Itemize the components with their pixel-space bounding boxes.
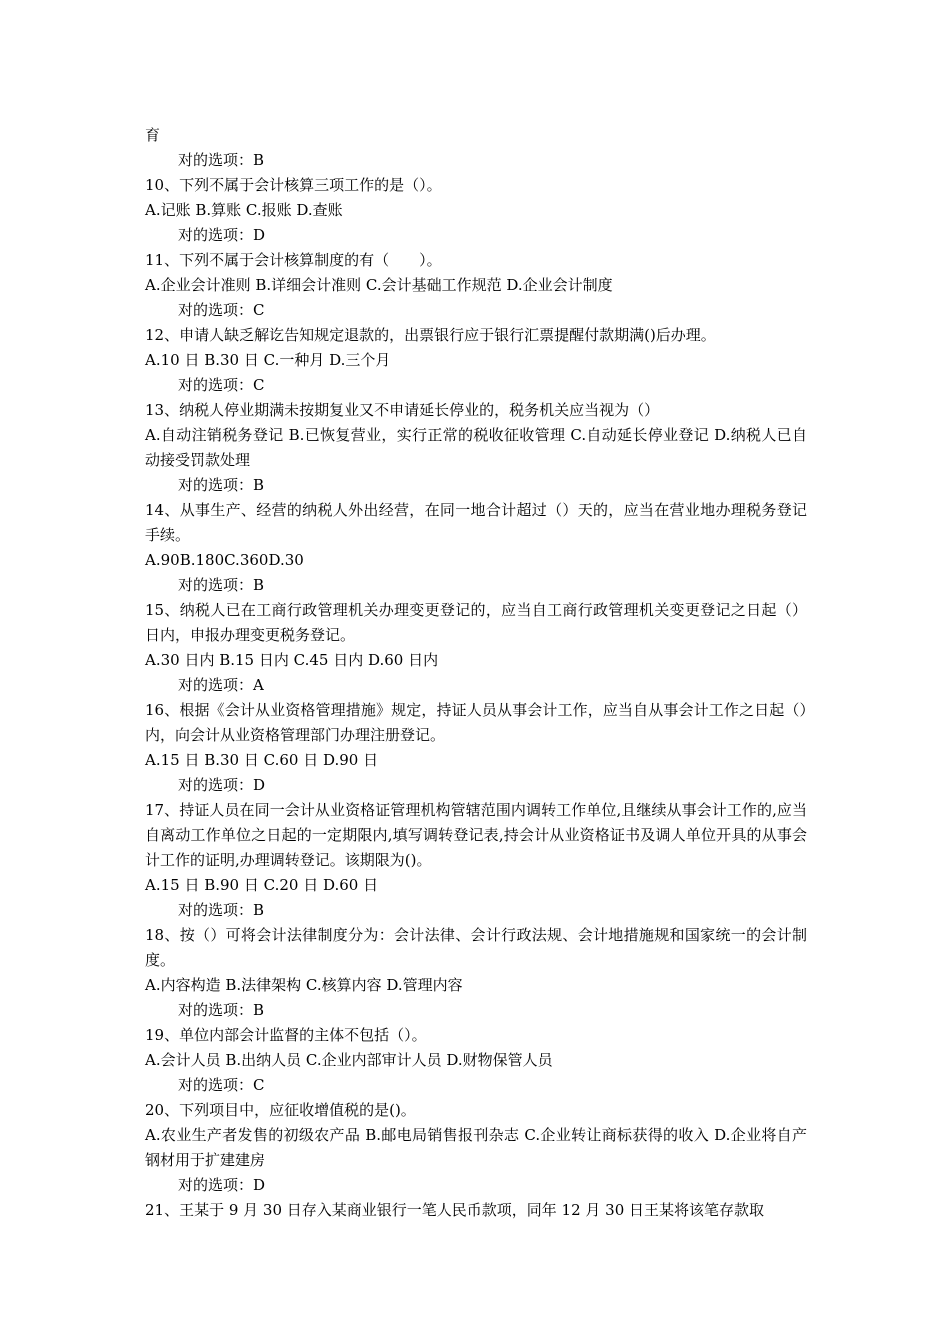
document-body <box>145 123 807 1223</box>
question-text: A.记账 B.算账 C.报账 D.查账 <box>145 201 343 219</box>
question-text: 11、下列不属于会计核算制度的有（ ）。 <box>145 251 442 269</box>
question-text: 14、从事生产、经营的纳税人外出经营，在同一地合计超过（）天的，应当在营业地办理税务登记手续。 <box>145 501 807 544</box>
answer-line: 对的选项：B <box>178 476 265 494</box>
answer-line: 对的选项：D <box>178 226 266 244</box>
question-text: A.15 日 B.90 日 C.20 日 D.60 日 <box>145 876 379 894</box>
answer-line: 对的选项：A <box>178 676 264 694</box>
question-text: A.30 日内 B.15 日内 C.45 日内 D.60 日内 <box>145 651 439 669</box>
answer-line: 对的选项：D <box>178 776 266 794</box>
question-text: 育 <box>145 126 161 144</box>
answer-line: 对的选项：D <box>178 1176 266 1194</box>
question-text: A.15 日 B.30 日 C.60 日 D.90 日 <box>145 751 379 769</box>
question-text: 16、根据《会计从业资格管理措施》规定，持证人员从事会计工作，应当自从事会计工作之日起（）内，向会计从业资格管理部门办理注册登记。 <box>145 701 807 744</box>
question-text: 10、下列不属于会计核算三项工作的是（）。 <box>145 176 442 194</box>
answer-line: 对的选项：B <box>178 901 265 919</box>
question-text: A.10 日 B.30 日 C.一种月 D.三个月 <box>145 351 391 369</box>
question-text: A.企业会计准则 B.详细会计准则 C.会计基础工作规范 D.企业会计制度 <box>145 276 613 294</box>
question-text: 21、王某于 9 月 30 日存入某商业银行一笔人民币款项，同年 12 月 30 日王某将该笔存款取 <box>145 1201 765 1219</box>
question-text: 13、纳税人停业期满未按期复业又不申请延长停业的，税务机关应当视为（） <box>145 401 660 419</box>
question-text: A.农业生产者发售的初级农产品 B.邮电局销售报刊杂志 C.企业转让商标获得的收入 D.企业将自产钢材用于扩建建房 <box>145 1126 807 1169</box>
question-text: A.90B.180C.360D.30 <box>145 551 304 569</box>
question-text: A.内容构造 B.法律架构 C.核算内容 D.管理内容 <box>145 976 463 994</box>
answer-line: 对的选项：B <box>178 151 265 169</box>
question-text: 20、下列项目中，应征收增值税的是()。 <box>145 1101 416 1119</box>
answer-line: 对的选项：B <box>178 576 265 594</box>
answer-line: 对的选项：C <box>178 1076 265 1094</box>
question-text: 12、申请人缺乏解讫告知规定退款的，出票银行应于银行汇票提醒付款期满()后办理。 <box>145 326 716 344</box>
answer-line: 对的选项：B <box>178 1001 265 1019</box>
question-text: A.自动注销税务登记 B.已恢复营业，实行正常的税收征收管理 C.自动延长停业登记 D.纳税人已自动接受罚款处理 <box>145 426 807 469</box>
answer-line: 对的选项：C <box>178 376 265 394</box>
answer-line: 对的选项：C <box>178 301 265 319</box>
question-text: 18、按（）可将会计法律制度分为：会计法律、会计行政法规、会计地措施规和国家统一的会计制度。 <box>145 926 807 969</box>
question-text: 17、持证人员在同一会计从业资格证管理机构管辖范围内调转工作单位,且继续从事会计工作的,应当自离动工作单位之日起的一定期限内,填写调转登记表,持会计从业资格证书及调人单位开具的从事会计工作的证明,办理调转登记。该期限为()。 <box>145 801 807 869</box>
question-text: A.会计人员 B.出纳人员 C.企业内部审计人员 D.财物保管人员 <box>145 1051 553 1069</box>
question-text: 15、纳税人已在工商行政管理机关办理变更登记的，应当自工商行政管理机关变更登记之日起（）日内，申报办理变更税务登记。 <box>145 601 807 644</box>
question-text: 19、单位内部会计监督的主体不包括（）。 <box>145 1026 427 1044</box>
